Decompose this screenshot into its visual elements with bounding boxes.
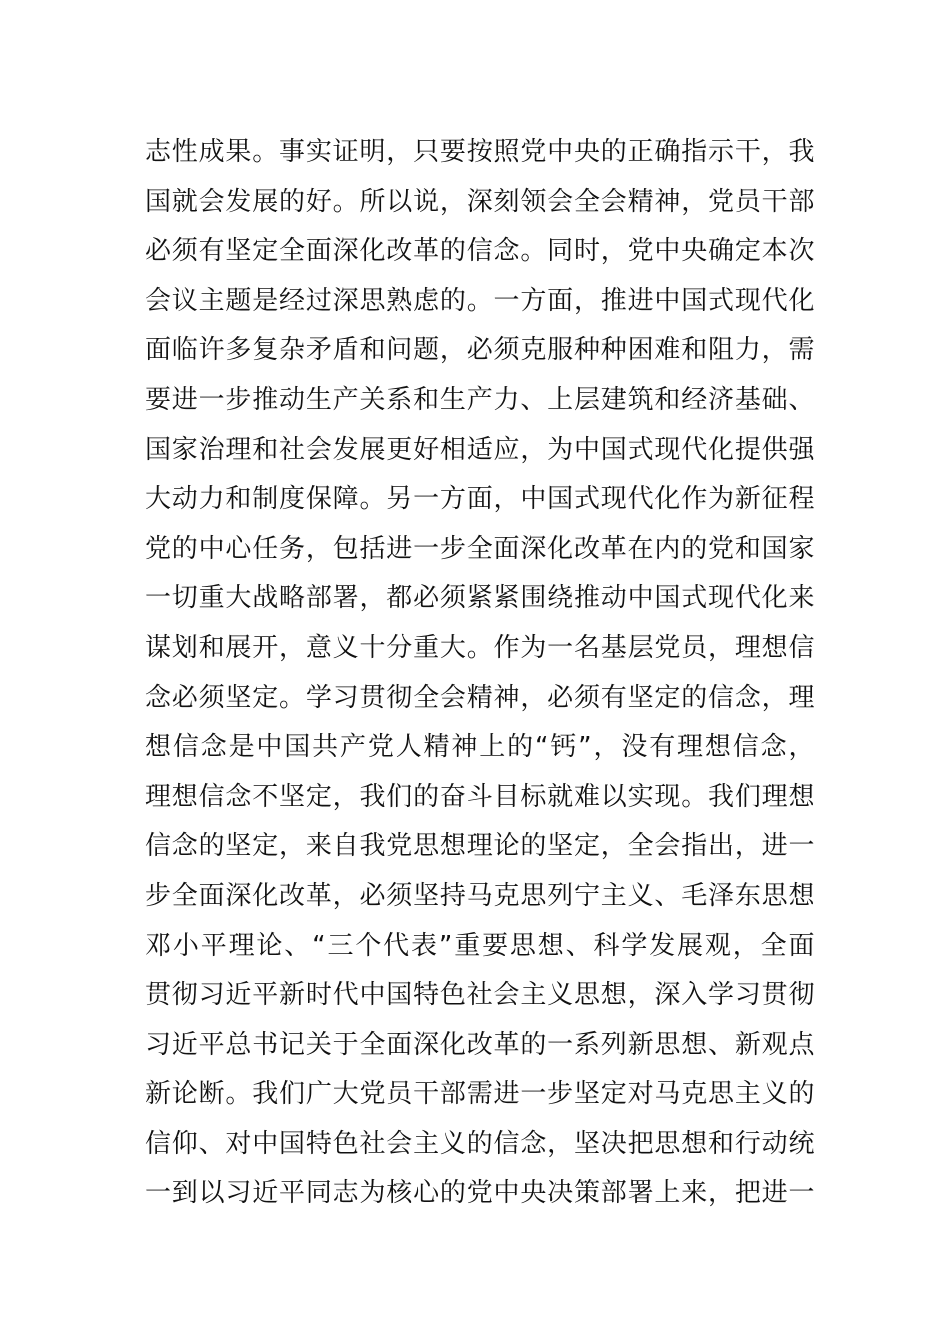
text-line: 一到以习近平同志为核心的党中央决策部署上来，把进一	[145, 1178, 815, 1209]
text-line: 邓小平理论、“三个代表”重要思想、科学发展观，全面	[145, 930, 815, 961]
text-line: 谋划和展开，意义十分重大。作为一名基层党员，理想信	[145, 632, 815, 663]
text-line: 志性成果。事实证明，只要按照党中央的正确指示干，我	[145, 137, 815, 167]
text-line: 会议主题是经过深思熟虑的。一方面，推进中国式现代化	[145, 285, 815, 316]
text-line: 信仰、对中国特色社会主义的信念，坚决把思想和行动统	[145, 1128, 815, 1159]
text-line: 念必须坚定。学习贯彻全会精神，必须有坚定的信念，理	[145, 682, 815, 713]
text-line: 面临许多复杂矛盾和问题，必须克服种种困难和阻力，需	[145, 335, 815, 366]
body-text	[145, 128, 815, 1219]
text-line: 国家治理和社会发展更好相适应，为中国式现代化提供强	[145, 434, 815, 465]
text-line: 理想信念不坚定，我们的奋斗目标就难以实现。我们理想	[145, 781, 815, 812]
text-line: 党的中心任务，包括进一步全面深化改革在内的党和国家	[145, 533, 815, 564]
text-line: 习近平总书记关于全面深化改革的一系列新思想、新观点	[145, 1029, 815, 1060]
text-line: 信念的坚定，来自我党思想理论的坚定，全会指出，进一	[145, 831, 815, 862]
text-line: 贯彻习近平新时代中国特色社会主义思想，深入学习贯彻	[145, 980, 815, 1011]
text-line: 步全面深化改革，必须坚持马克思列宁主义、毛泽东思想	[145, 880, 815, 911]
text-line: 国就会发展的好。所以说，深刻领会全会精神，党员干部	[145, 186, 815, 217]
text-line: 一切重大战略部署，都必须紧紧围绕推动中国式现代化来	[145, 583, 815, 614]
text-line: 要进一步推动生产关系和生产力、上层建筑和经济基础、	[145, 384, 815, 415]
text-line: 想信念是中国共产党人精神上的“钙”，没有理想信念，	[145, 732, 815, 763]
text-line: 大动力和制度保障。另一方面，中国式现代化作为新征程	[145, 484, 815, 515]
text-line: 必须有坚定全面深化改革的信念。同时，党中央确定本次	[145, 236, 815, 267]
text-line: 新论断。我们广大党员干部需进一步坚定对马克思主义的	[145, 1079, 815, 1110]
